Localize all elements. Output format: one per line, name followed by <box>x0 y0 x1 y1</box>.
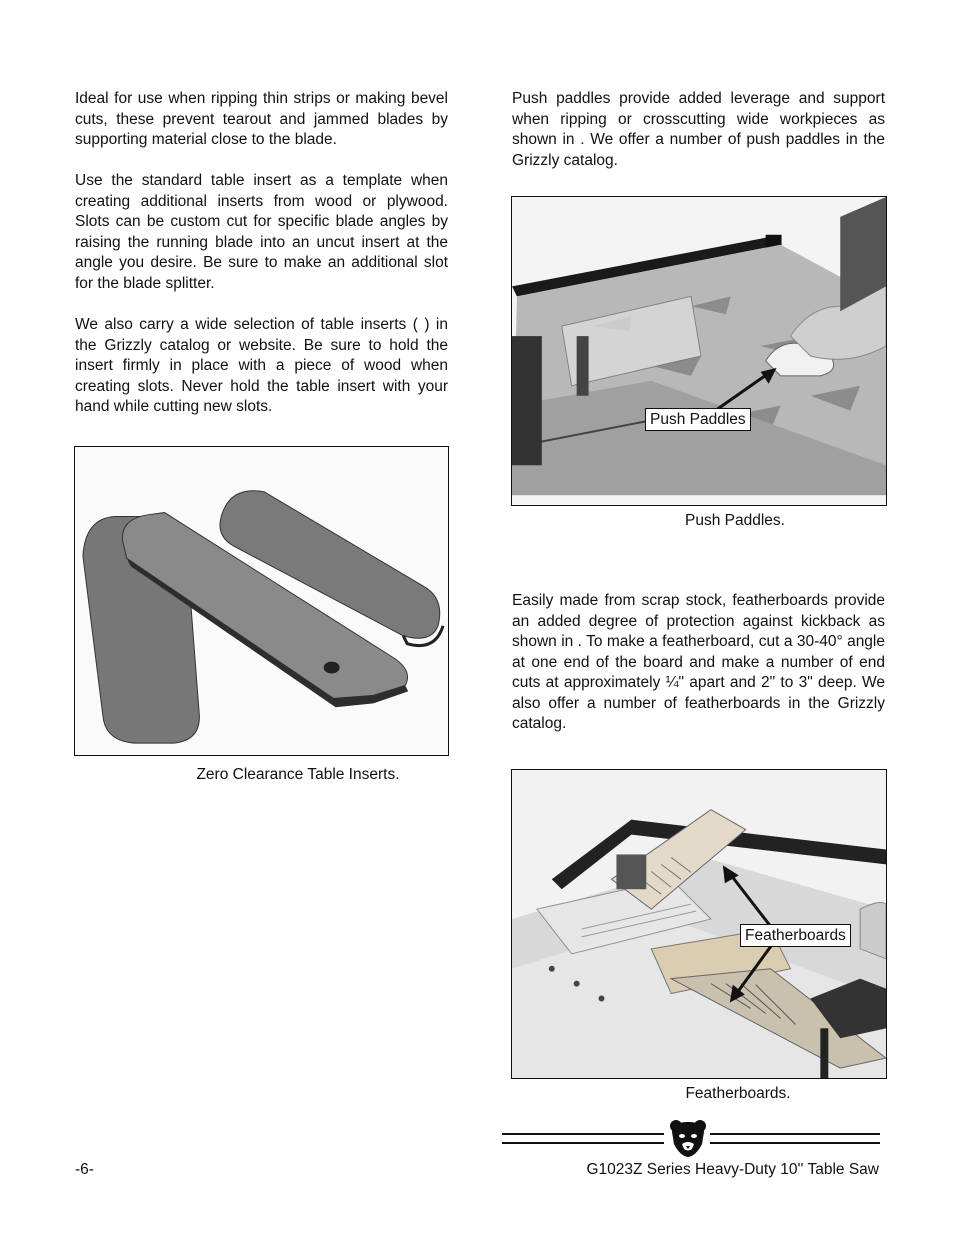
featherboards-caption: Featherboards. <box>685 1085 791 1102</box>
push-paddles-photo <box>511 196 887 506</box>
push-paddles-caption: Push Paddles. <box>685 512 785 529</box>
manual-title: G1023Z Series Heavy-Duty 10'' Table Saw <box>586 1161 879 1178</box>
featherboards-paragraph: Easily made from scrap stock, featherboards provide an added degree of protection against kickback as shown in . To make a featherboard, cut a 30-40° angle at one end of the board and make a number of end cuts at approximately ¼" apart and 2" to 3" deep. We also offer a number of featherboards in the Grizzly catalog. <box>512 592 885 732</box>
grizzly-bear-logo-icon <box>668 1118 708 1158</box>
footer-rule-right-bottom <box>710 1142 880 1144</box>
inserts-intro-paragraph: Ideal for use when ripping thin strips or making bevel cuts, these prevent tearout and jammed blades by supporting material close to the blade. <box>75 90 448 148</box>
push-paddles-paragraph: Push paddles provide added leverage and support when ripping or crosscutting wide workpieces as shown in . We offer a number of push paddles in the Grizzly catalog. <box>512 90 885 169</box>
footer-rule-right-top <box>710 1133 880 1135</box>
footer-rule-left-bottom <box>502 1142 664 1144</box>
zero-clearance-inserts-photo <box>74 446 449 756</box>
footer-rule-left-top <box>502 1133 664 1135</box>
page-number: -6- <box>75 1161 94 1178</box>
zero-clearance-inserts-caption: Zero Clearance Table Inserts. <box>196 766 400 783</box>
featherboards-callout: Featherboards <box>740 924 851 947</box>
push-paddles-callout: Push Paddles <box>645 408 751 431</box>
inserts-catalog-paragraph: We also carry a wide selection of table inserts ( ) in the Grizzly catalog or website. Be sure to hold the insert firmly in place with a piece of wood when creating slots. Never hold the table insert with your hand while cutting new slots. <box>75 316 448 415</box>
inserts-template-paragraph: Use the standard table insert as a template when creating additional inserts from wood or plywood. Slots can be custom cut for specific blade angles by raising the running blade into an uncut insert at the angle you desire. Be sure to make an additional slot for the blade splitter. <box>75 172 448 292</box>
